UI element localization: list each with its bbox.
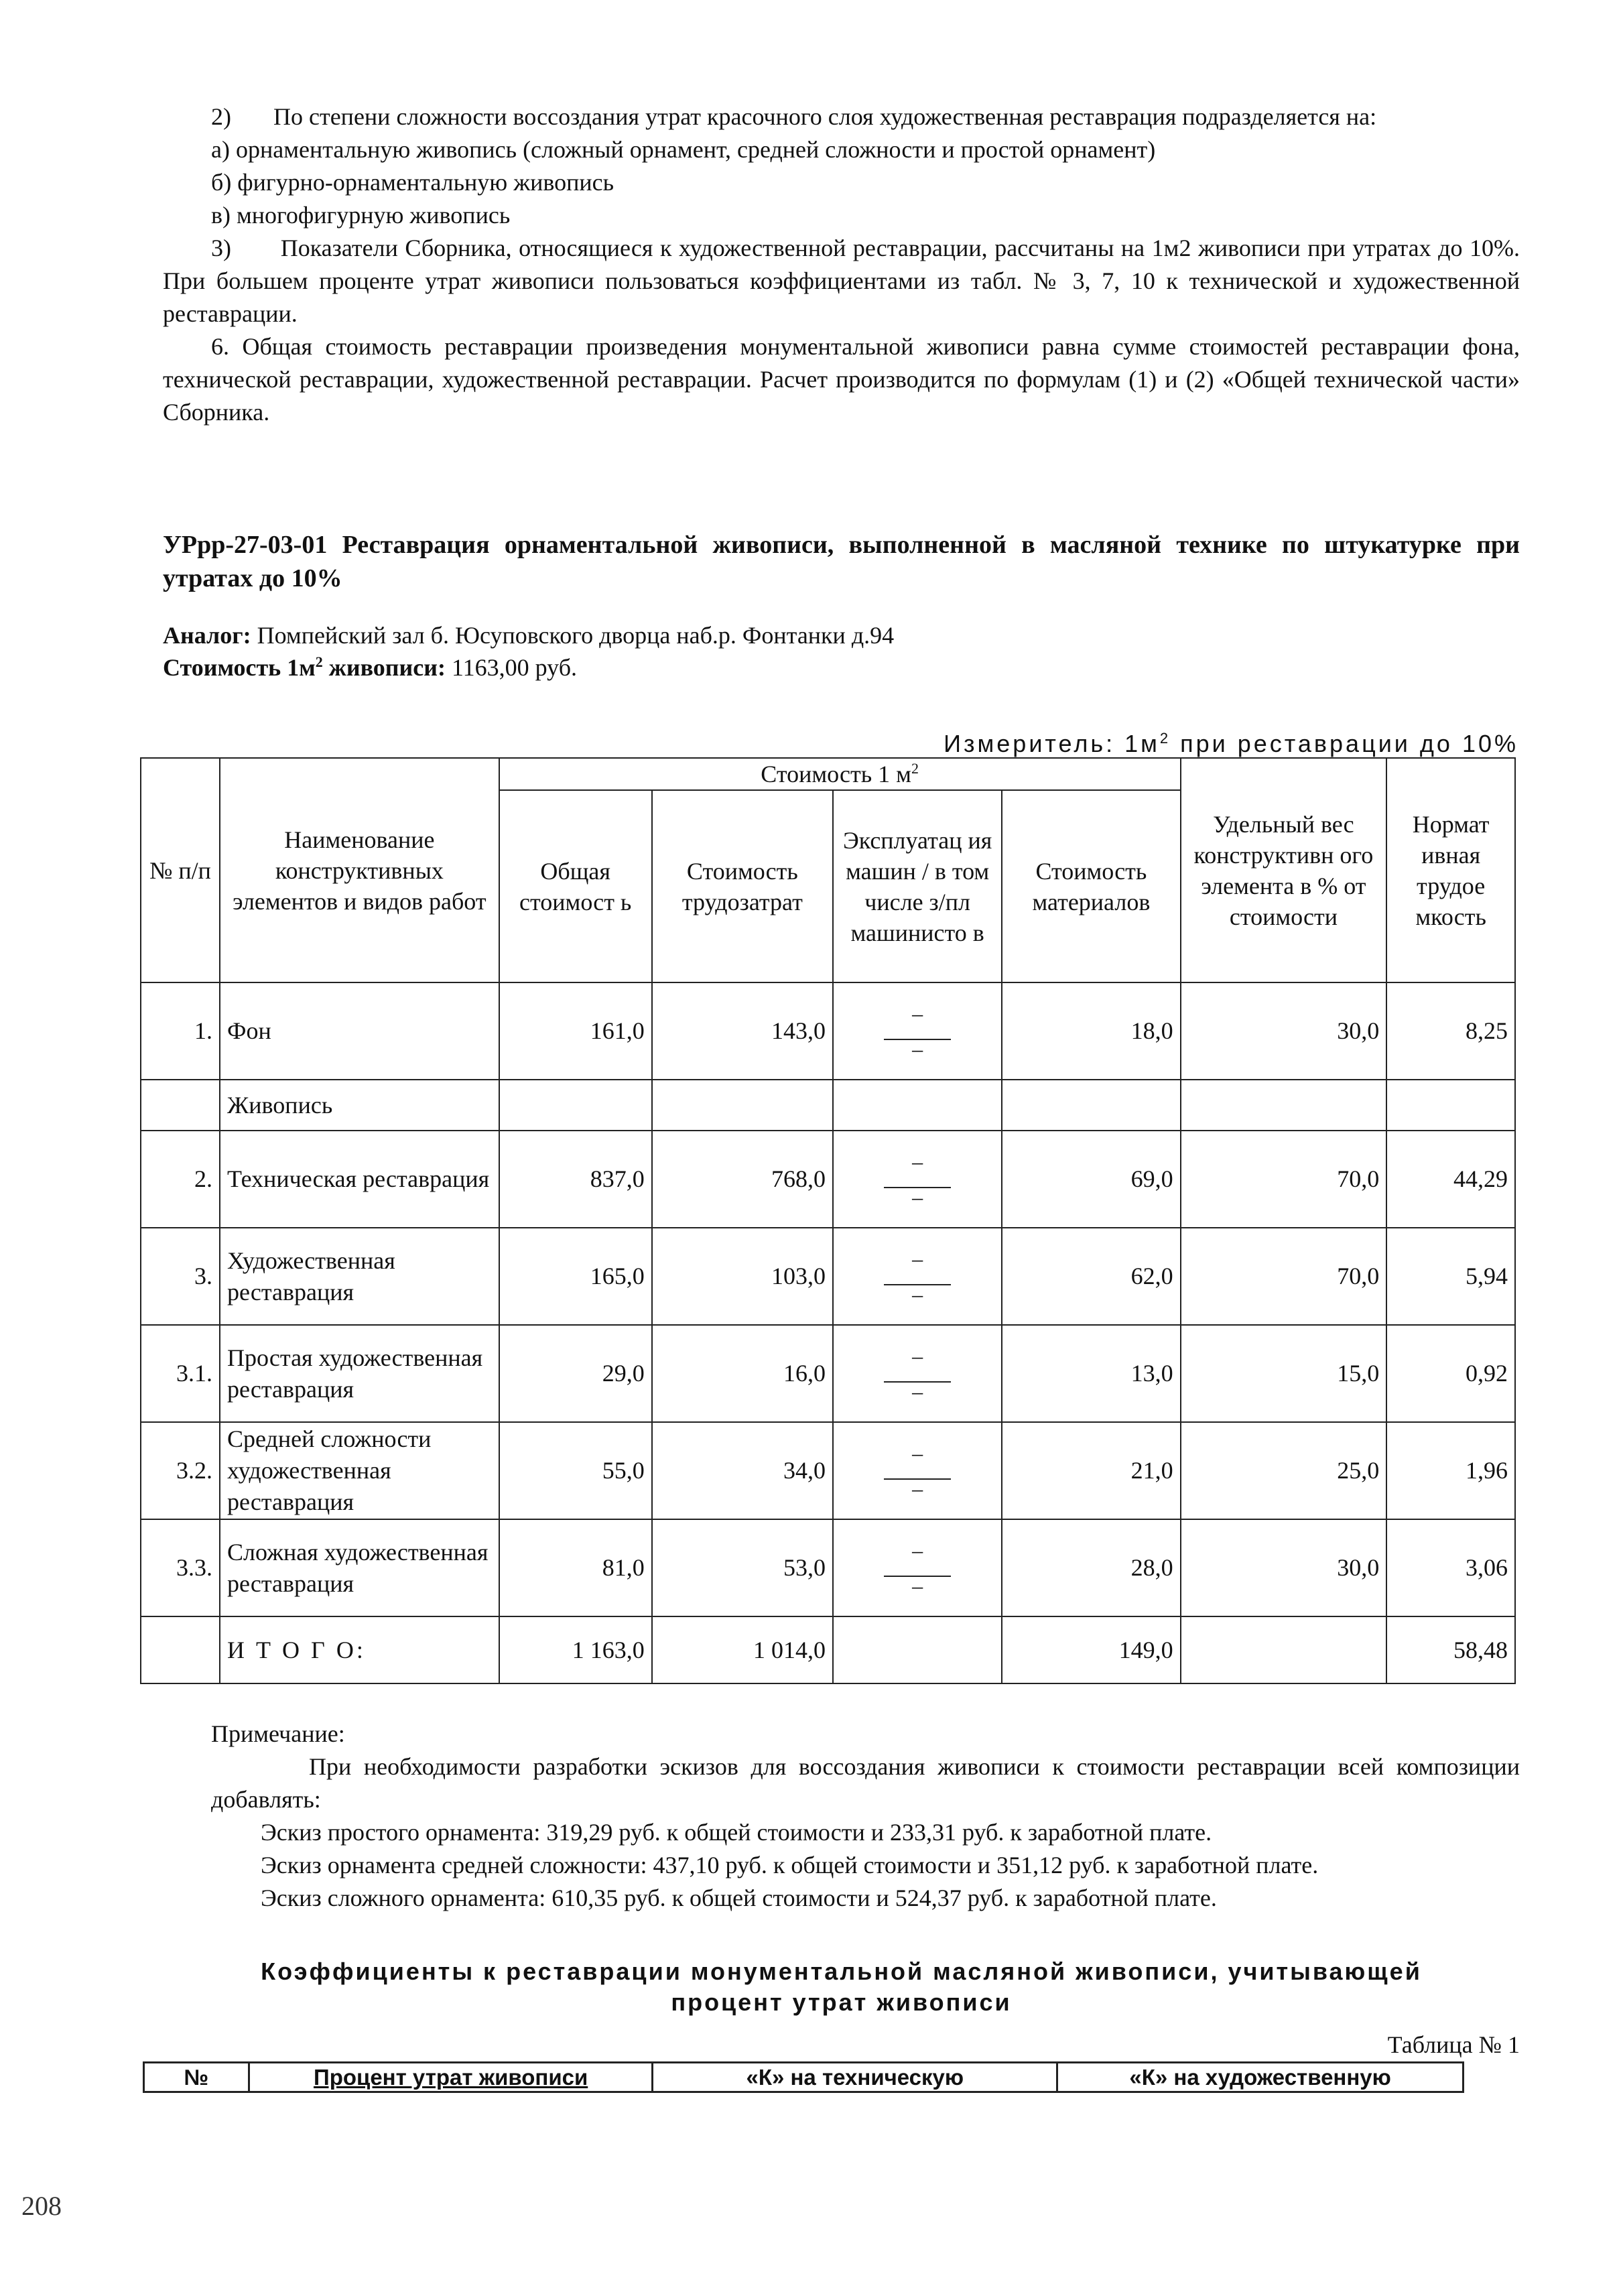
header-num: № п/п [141,758,220,982]
row-machines [833,1519,1002,1616]
row-num [141,1616,220,1683]
row-norm: 5,94 [1386,1228,1515,1325]
row-norm: 58,48 [1386,1616,1515,1683]
row-machines-bottom: – [912,1185,923,1209]
cost-label [163,654,446,681]
row-total: 161,0 [499,982,652,1080]
row-labor: 143,0 [652,982,833,1080]
row-total: 837,0 [499,1131,652,1228]
list-item-c: в) многофигурную живопись [211,202,511,229]
row-weight: 25,0 [1181,1422,1387,1519]
paragraph-3: 3) Показатели Сборника, относящиеся к художественной реставрации, рассчитаны на 1м2 живописи при утратах до 10%. При большем проценте утрат живописи пользоваться коэффициентами из табл. № 3, 7, 10 к технической и художественной реставрации. [163,235,1520,327]
row-total [499,1080,652,1131]
row-name: Фон [220,982,499,1080]
row-norm: 3,06 [1386,1519,1515,1616]
row-machines-bottom: – [912,1037,923,1061]
row-labor: 103,0 [652,1228,833,1325]
row-name: Средней сложности художественная реставрация [220,1422,499,1519]
header-machines: Эксплуатац ия машин / в том числе з/пл машинисто в [833,790,1002,982]
paragraph-2: 2) По степени сложности воссоздания утрат красочного слоя художественная реставрация подразделяется на: [211,103,1377,130]
analog-line [163,619,1520,651]
row-machines-top: – [912,1441,923,1465]
header-labor: Стоимость трудозатрат [652,790,833,982]
cost-label-text: Стоимость 1м [163,654,316,681]
header-weight: Удельный вес конструктивн ого элемента в % от стоимости [1181,758,1387,982]
row-machines [833,982,1002,1080]
table-row [141,1519,1515,1616]
coef-title-line1: Коэффициенты к реставрации монументальной масляной живописи, учитывающей [261,1958,1422,1985]
measure-tail: при реставрации до 10% [1171,730,1518,757]
row-machines-bottom: – [912,1379,923,1403]
analog-label: Аналог: [163,622,251,649]
measure-unit [163,730,1520,757]
header-cost-group [499,758,1181,790]
row-total: 165,0 [499,1228,652,1325]
section-meta [163,619,1520,684]
row-weight [1181,1616,1387,1683]
cost-value: 1163,00 руб. [451,654,578,681]
note-line: Эскиз орнамента средней сложности: 437,10 руб. к общей стоимости и 351,12 руб. к заработной плате. [261,1852,1319,1878]
measure-text: Измеритель: 1м [944,730,1160,757]
row-labor: 1 014,0 [652,1616,833,1683]
row-num: 2. [141,1131,220,1228]
row-labor: 34,0 [652,1422,833,1519]
row-machines-bottom: – [912,1476,923,1501]
row-machines-top: – [912,1149,923,1173]
table-row [141,982,1515,1080]
row-machines [833,1422,1002,1519]
row-name: Сложная художественная реставрация [220,1519,499,1616]
row-name: И Т О Г О: [220,1616,499,1683]
row-weight: 15,0 [1181,1325,1387,1422]
row-labor [652,1080,833,1131]
row-num: 3.1. [141,1325,220,1422]
paragraph-6: 6. Общая стоимость реставрации произведения монументальной живописи равна сумме стоимостей реставрации фона, технической реставрации, художественной реставрации. Расчет производится по формулам (1) и (2) «Общей технической части» Сборника. [163,333,1520,426]
row-norm: 44,29 [1386,1131,1515,1228]
note-text: При необходимости разработки эскизов для воссоздания живописи к стоимости реставрации всей композиции добавлять: [211,1753,1520,1813]
row-weight: 30,0 [1181,1519,1387,1616]
cost-table [140,757,1516,1684]
list-item-a: а) орнаментальную живопись (сложный орнамент, средней сложности и простой орнамент) [211,136,1156,163]
row-machines [833,1131,1002,1228]
row-labor: 16,0 [652,1325,833,1422]
note-block [163,1718,1520,1915]
row-norm: 1,96 [1386,1422,1515,1519]
table-number: Таблица № 1 [1387,2031,1520,2058]
coef-title-line2: процент утрат живописи [671,1988,1012,2016]
row-labor: 53,0 [652,1519,833,1616]
coef-header-technical: «К» на техническую [653,2063,1057,2092]
row-num [141,1080,220,1131]
row-machines [833,1080,1002,1131]
table-row [141,1422,1515,1519]
row-total: 29,0 [499,1325,652,1422]
list-item-b: б) фигурно-орнаментальную живопись [211,169,614,196]
coef-header-percent: Процент утрат живописи [249,2063,652,2092]
row-total: 81,0 [499,1519,652,1616]
table-row [141,1228,1515,1325]
row-materials: 13,0 [1002,1325,1180,1422]
row-machines-bottom: – [912,1282,923,1306]
row-materials: 62,0 [1002,1228,1180,1325]
row-machines [833,1616,1002,1683]
row-num: 1. [141,982,220,1080]
measure-sup: 2 [1159,730,1171,747]
page-number: 208 [21,2191,62,2221]
row-total: 55,0 [499,1422,652,1519]
row-machines [833,1325,1002,1422]
cost-line [163,651,1520,684]
row-name: Техническая реставрация [220,1131,499,1228]
note-line: Эскиз сложного орнамента: 610,35 руб. к общей стоимости и 524,37 руб. к заработной плате. [261,1885,1217,1911]
table-row [141,1325,1515,1422]
header-materials: Стоимость материалов [1002,790,1180,982]
row-labor: 768,0 [652,1131,833,1228]
row-norm: 8,25 [1386,982,1515,1080]
row-machines-top: – [912,1001,923,1025]
header-name: Наименование конструктивных элементов и видов работ [220,758,499,982]
section-title: УРрр-27-03-01 Реставрация орнаментальной живописи, выполненной в масляной технике по штукатурке при утратах до 10% [163,531,1520,592]
note-line: Эскиз простого орнамента: 319,29 руб. к общей стоимости и 233,31 руб. к заработной плате. [261,1819,1212,1846]
cost-label-tail: живописи: [322,654,446,681]
row-name: Простая художественная реставрация [220,1325,499,1422]
row-weight: 70,0 [1181,1131,1387,1228]
row-weight: 30,0 [1181,982,1387,1080]
row-materials: 149,0 [1002,1616,1180,1683]
row-machines-top: – [912,1344,923,1368]
row-materials: 28,0 [1002,1519,1180,1616]
row-weight [1181,1080,1387,1131]
row-machines-bottom: – [912,1574,923,1598]
coef-table-header [143,2061,1464,2093]
analog-value: Помпейский зал б. Юсуповского дворца наб.р. Фонтанки д.94 [257,622,895,649]
row-materials [1002,1080,1180,1131]
header-norm: Нормат ивная трудое мкость [1386,758,1515,982]
header-cost-group-sup: 2 [911,760,919,777]
row-name: Живопись [220,1080,499,1131]
coef-title [163,1956,1520,2018]
row-num: 3. [141,1228,220,1325]
row-weight: 70,0 [1181,1228,1387,1325]
row-materials: 21,0 [1002,1422,1180,1519]
note-label: Примечание: [211,1720,345,1747]
cost-label-sup: 2 [315,653,323,670]
table-total-row [141,1616,1515,1683]
coef-header-artistic: «К» на художественную [1057,2063,1464,2092]
coef-header-num: № [144,2063,249,2092]
table-row [141,1080,1515,1131]
header-total: Общая стоимост ь [499,790,652,982]
row-norm: 0,92 [1386,1325,1515,1422]
row-total: 1 163,0 [499,1616,652,1683]
row-num: 3.3. [141,1519,220,1616]
row-norm [1386,1080,1515,1131]
header-cost-group-text: Стоимость 1 м [761,761,911,787]
table-row [141,1131,1515,1228]
page-content [149,101,1520,2093]
row-machines [833,1228,1002,1325]
row-materials: 69,0 [1002,1131,1180,1228]
row-machines-top: – [912,1247,923,1271]
row-num: 3.2. [141,1422,220,1519]
row-machines-top: – [912,1538,923,1562]
row-name: Художественная реставрация [220,1228,499,1325]
row-materials: 18,0 [1002,982,1180,1080]
